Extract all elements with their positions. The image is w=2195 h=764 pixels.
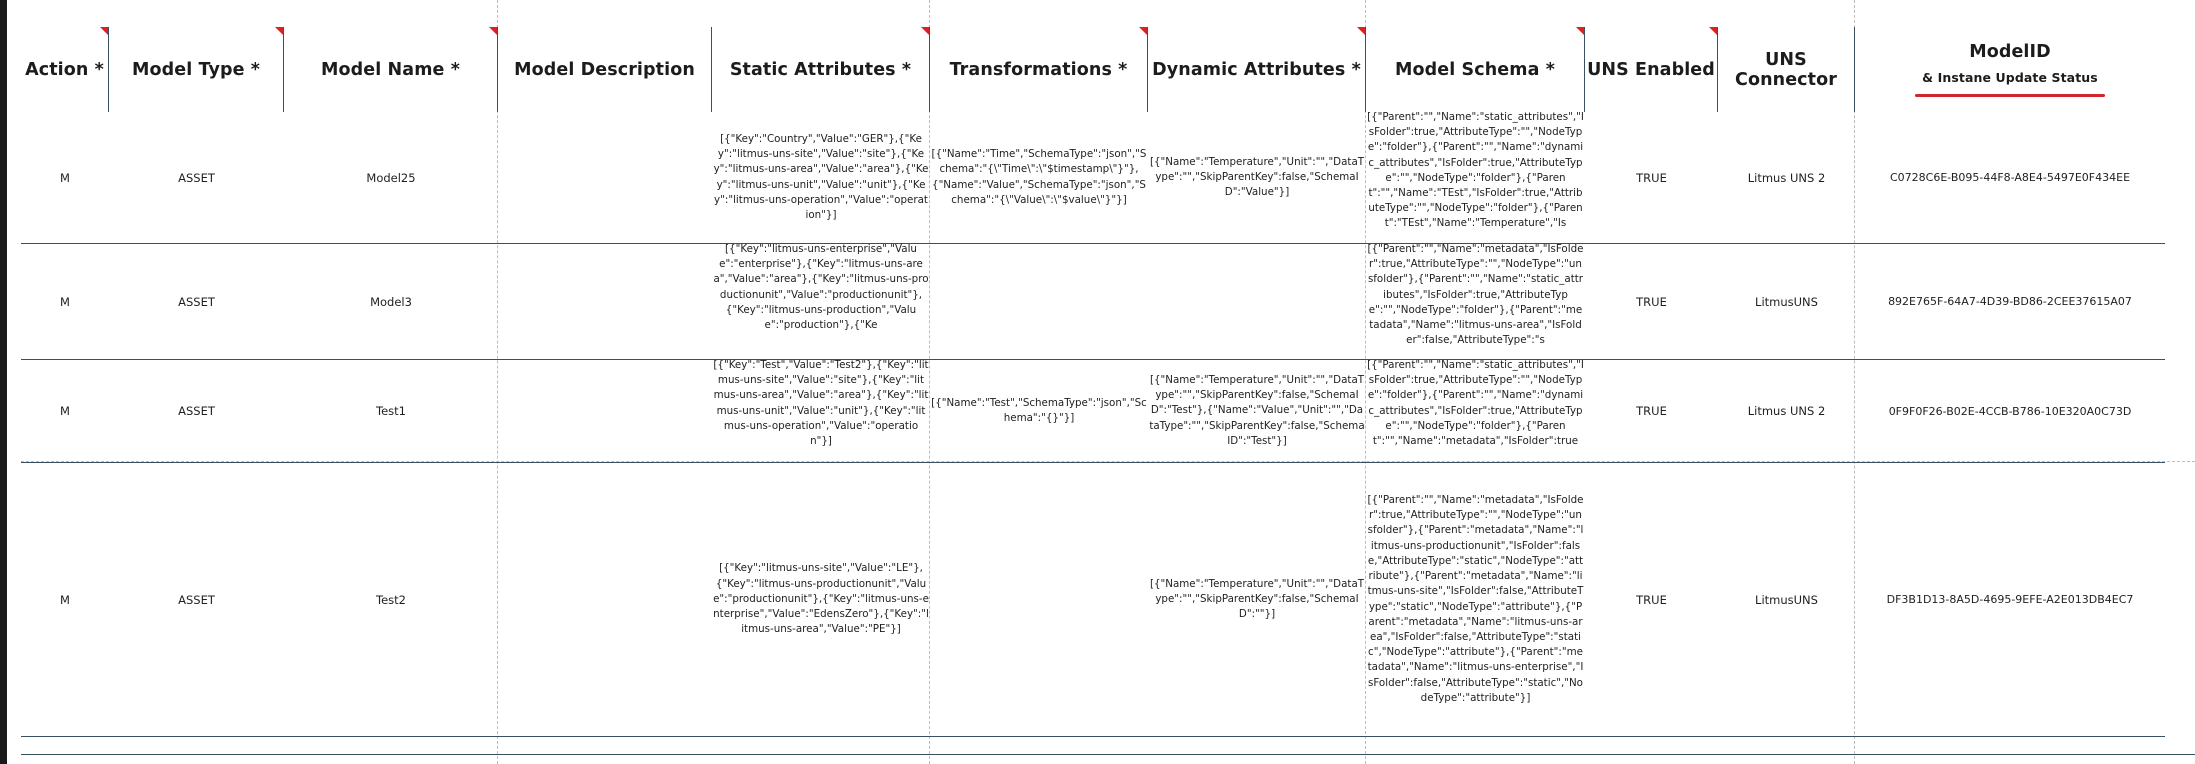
table-row[interactable]	[21, 244, 2165, 360]
cell-static-attributes[interactable]	[712, 112, 930, 243]
cell-model-type[interactable]	[109, 360, 284, 462]
cell-static-attributes[interactable]	[712, 244, 930, 359]
cell-action[interactable]	[21, 244, 109, 359]
header-dynamic-attributes[interactable]	[1148, 27, 1366, 112]
cell-model-description[interactable]	[498, 463, 712, 736]
cell-transformations[interactable]	[930, 463, 1148, 736]
header-dynamic-attributes-label: Dynamic Attributes *	[1152, 59, 1361, 80]
comment-indicator-icon	[275, 27, 283, 35]
header-transformations-label: Transformations *	[949, 59, 1128, 80]
comment-indicator-icon	[1139, 27, 1147, 35]
cell-action-value: M	[60, 294, 70, 309]
header-uns-enabled-label: UNS Enabled	[1587, 59, 1715, 80]
cell-model-type-value: ASSET	[178, 404, 215, 418]
header-model-type-label: Model Type *	[131, 59, 261, 80]
header-action-label: Action *	[25, 59, 104, 80]
cell-static-attributes[interactable]	[712, 463, 930, 736]
header-model-schema-label: Model Schema *	[1395, 59, 1555, 80]
cell-model-schema-value: [{"Parent":"","Name":"static_attributes","IsFolder":true,"AttributeType":"","NodeType":"folder"},{"Parent":"","Name":"dynamic_attributes","IsFolder":true,"AttributeType":"","NodeType":"folder"},{"Parent":"","Name":"metadata","IsFolder":true	[1367, 360, 1584, 448]
header-model-id-label: ModelID	[1969, 42, 2051, 62]
cell-static-attributes-value: [{"Key":"Test","Value":"Test2"},{"Key":"litmus-uns-site","Value":"site"},{"Key":"litmus-uns-area","Value":"area"},{"Key":"litmus-uns-unit","Value":"unit"},{"Key":"litmus-uns-operation","Value":"operation"}]	[713, 360, 929, 448]
cell-static-attributes-value: [{"Key":"litmus-uns-enterprise","Value":"enterprise"},{"Key":"litmus-uns-area","Value":"area"},{"Key":"litmus-uns-productionunit","Value":"productionunit"},{"Key":"litmus-uns-production","Value":"production"},{"Ke	[713, 244, 929, 332]
left-edge-bar	[0, 0, 7, 764]
header-uns-connector-label: UNS Connector	[1735, 49, 1837, 90]
cell-static-attributes-value: [{"Key":"Country","Value":"GER"},{"Key":"litmus-uns-site","Value":"site"},{"Key":"litmus-uns-area","Value":"area"},{"Key":"litmus-uns-unit","Value":"unit"},{"Key":"litmus-uns-operation","Value":"operation"}]	[713, 132, 929, 221]
header-transformations[interactable]	[930, 27, 1148, 112]
cell-model-id[interactable]	[1855, 463, 2165, 736]
header-static-attributes-label: Static Attributes *	[729, 59, 912, 80]
cell-dynamic-attributes-value: [{"Name":"Temperature","Unit":"","DataType":"","SkipParentKey":false,"SchemaID":"Value"}]	[1149, 155, 1365, 199]
header-model-type[interactable]	[109, 27, 284, 112]
cell-model-schema[interactable]	[1366, 463, 1585, 736]
cell-model-description[interactable]	[498, 112, 712, 243]
cell-model-id[interactable]	[1855, 112, 2165, 243]
cell-model-id[interactable]	[1855, 360, 2165, 462]
cell-transformations[interactable]	[930, 360, 1148, 462]
cell-transformations[interactable]	[930, 112, 1148, 243]
header-static-attributes[interactable]	[712, 27, 930, 112]
table-row[interactable]	[21, 463, 2165, 737]
cell-static-attributes-value: [{"Key":"litmus-uns-site","Value":"LE"},{"Key":"litmus-uns-productionunit","Value":"productionunit"},{"Key":"litmus-uns-enterprise","Value":"EdensZero"},{"Key":"litmus-uns-area","Value":"PE"}]	[713, 562, 929, 636]
cell-model-name[interactable]	[284, 112, 498, 243]
header-accent-underline	[1915, 94, 2105, 97]
cell-model-schema-value: [{"Parent":"","Name":"metadata","IsFolder":true,"AttributeType":"","NodeType":"unsfolder"},{"Parent":"metadata","Name":"litmus-uns-productionunit","IsFolder":false,"AttributeType":"static","NodeType":"attribute"},{"Parent":"metadata","Name":"litmus-uns-site","IsFolder":false,"AttributeType":"static","NodeType":"attribute"},{"Parent":"metadata","Name":"litmus-uns-area","IsFolder":false,"AttributeType":"static","NodeType":"attribute"},{"Parent":"metadata","Name":"litmus-uns-enterprise","IsFolder":false,"AttributeType":"static","NodeType":"attribute"}]	[1367, 494, 1584, 704]
cell-uns-enabled-value: TRUE	[1636, 592, 1667, 607]
cell-action[interactable]	[21, 360, 109, 462]
comment-indicator-icon	[921, 27, 929, 35]
cell-model-id-value: C0728C6E-B095-44F8-A8E4-5497E0F434EE	[1889, 171, 2131, 184]
cell-uns-enabled-value: TRUE	[1636, 404, 1667, 418]
table-bottom-border	[21, 754, 2195, 755]
cell-model-description[interactable]	[498, 360, 712, 462]
header-model-description-label: Model Description	[514, 59, 695, 80]
header-model-name[interactable]	[284, 27, 498, 112]
cell-model-type[interactable]	[109, 112, 284, 243]
comment-indicator-icon	[489, 27, 497, 35]
cell-uns-enabled[interactable]	[1585, 360, 1718, 462]
cell-static-attributes[interactable]	[712, 360, 930, 462]
header-model-id-sublabel: & Instane Update Status	[1922, 70, 2098, 85]
cell-action-value: M	[60, 404, 70, 418]
table-row[interactable]	[21, 360, 2165, 463]
cell-model-schema[interactable]	[1366, 244, 1585, 359]
header-uns-enabled[interactable]	[1585, 27, 1718, 112]
cell-model-id-value: 892E765F-64A7-4D39-BD86-2CEE37615A07	[1888, 295, 2132, 308]
cell-model-name[interactable]	[284, 360, 498, 462]
cell-model-type-value: ASSET	[178, 170, 215, 185]
cell-model-name[interactable]	[284, 463, 498, 736]
table-row[interactable]	[21, 112, 2165, 244]
cell-model-schema[interactable]	[1366, 360, 1585, 462]
header-model-name-label: Model Name *	[321, 59, 460, 80]
cell-dynamic-attributes-value: [{"Name":"Temperature","Unit":"","DataType":"","SkipParentKey":false,"SchemaID":"Test"},{"Name":"Value","Unit":"","DataType":"","SkipParentKey":false,"SchemaID":"Test"}]	[1149, 373, 1365, 447]
cell-model-id-value: 0F9F0F26-B02E-4CCB-B786-10E320A0C73D	[1888, 404, 2132, 418]
header-model-id[interactable]	[1855, 27, 2165, 112]
cell-uns-connector-value: Litmus UNS 2	[1747, 404, 1826, 418]
comment-indicator-icon	[1357, 27, 1365, 35]
cell-transformations-value: [{"Name":"Time","SchemaType":"json","Schema":"{\"Time\":\"$timestamp\"}"},{"Name":"Value","SchemaType":"json","Schema":"{\"Value\":\"$value\"}"}]	[931, 148, 1147, 206]
header-row	[21, 27, 2165, 112]
comment-indicator-icon	[1709, 27, 1717, 35]
cell-dynamic-attributes[interactable]	[1148, 244, 1366, 359]
header-action[interactable]	[21, 27, 109, 112]
cell-model-type[interactable]	[109, 463, 284, 736]
cell-uns-connector[interactable]	[1718, 112, 1855, 243]
cell-model-name-value: Test1	[376, 404, 406, 418]
cell-model-schema[interactable]	[1366, 112, 1585, 243]
cell-model-name-value: Model25	[366, 170, 416, 185]
cell-dynamic-attributes[interactable]	[1148, 112, 1366, 243]
cell-transformations[interactable]	[930, 244, 1148, 359]
left-gutter	[7, 0, 21, 764]
cell-model-type[interactable]	[109, 244, 284, 359]
cell-model-name-value: Model3	[370, 294, 412, 309]
cell-uns-connector[interactable]	[1718, 360, 1855, 462]
cell-action-value: M	[60, 592, 70, 607]
cell-dynamic-attributes[interactable]	[1148, 360, 1366, 462]
cell-model-schema-value: [{"Parent":"","Name":"metadata","IsFolder":true,"AttributeType":"","NodeType":"unsfolder"},{"Parent":"","Name":"static_attributes","IsFolder":true,"AttributeType":"","NodeType":"folder"},{"Parent":"metadata","Name":"litmus-uns-area","IsFolder":false,"AttributeType":"s	[1367, 244, 1584, 347]
cell-uns-connector[interactable]	[1718, 463, 1855, 736]
cell-uns-connector-value: LitmusUNS	[1755, 592, 1818, 607]
cell-uns-connector-value: LitmusUNS	[1755, 294, 1818, 309]
cell-model-id[interactable]	[1855, 244, 2165, 359]
cell-dynamic-attributes-value: [{"Name":"Temperature","Unit":"","DataType":"","SkipParentKey":false,"SchemaID":""}]	[1149, 577, 1365, 621]
cell-uns-enabled[interactable]	[1585, 463, 1718, 736]
cell-uns-enabled-value: TRUE	[1636, 294, 1667, 309]
header-model-description[interactable]	[498, 27, 712, 112]
cell-model-type-value: ASSET	[178, 592, 215, 607]
cell-uns-connector-value: Litmus UNS 2	[1747, 170, 1826, 185]
cell-model-name[interactable]	[284, 244, 498, 359]
comment-indicator-icon	[100, 27, 108, 35]
cell-model-id-value: DF3B1D13-8A5D-4695-9EFE-A2E013DB4EC7	[1886, 593, 2134, 606]
cell-model-type-value: ASSET	[178, 294, 215, 309]
cell-uns-enabled[interactable]	[1585, 112, 1718, 243]
cell-model-description[interactable]	[498, 244, 712, 359]
header-model-schema[interactable]	[1366, 27, 1585, 112]
cell-transformations-value: [{"Name":"Test","SchemaType":"json","Schema":"{}"}]	[931, 396, 1147, 424]
cell-uns-connector[interactable]	[1718, 244, 1855, 359]
cell-uns-enabled[interactable]	[1585, 244, 1718, 359]
cell-action[interactable]	[21, 463, 109, 736]
cell-dynamic-attributes[interactable]	[1148, 463, 1366, 736]
header-uns-connector[interactable]	[1718, 27, 1855, 112]
cell-uns-enabled-value: TRUE	[1636, 170, 1667, 185]
cell-action-value: M	[60, 170, 70, 185]
comment-indicator-icon	[1576, 27, 1584, 35]
cell-model-name-value: Test2	[376, 592, 406, 607]
cell-action[interactable]	[21, 112, 109, 243]
cell-model-schema-value: [{"Parent":"","Name":"static_attributes","IsFolder":true,"AttributeType":"","NodeType":"folder"},{"Parent":"","Name":"dynamic_attributes","IsFolder":true,"AttributeType":"","NodeType":"folder"},{"Parent":"","Name":"TEst","IsFolder":true,"AttributeType":"","NodeType":"folder"},{"Parent":"TEst","Name":"Temperature","Is	[1367, 112, 1584, 230]
